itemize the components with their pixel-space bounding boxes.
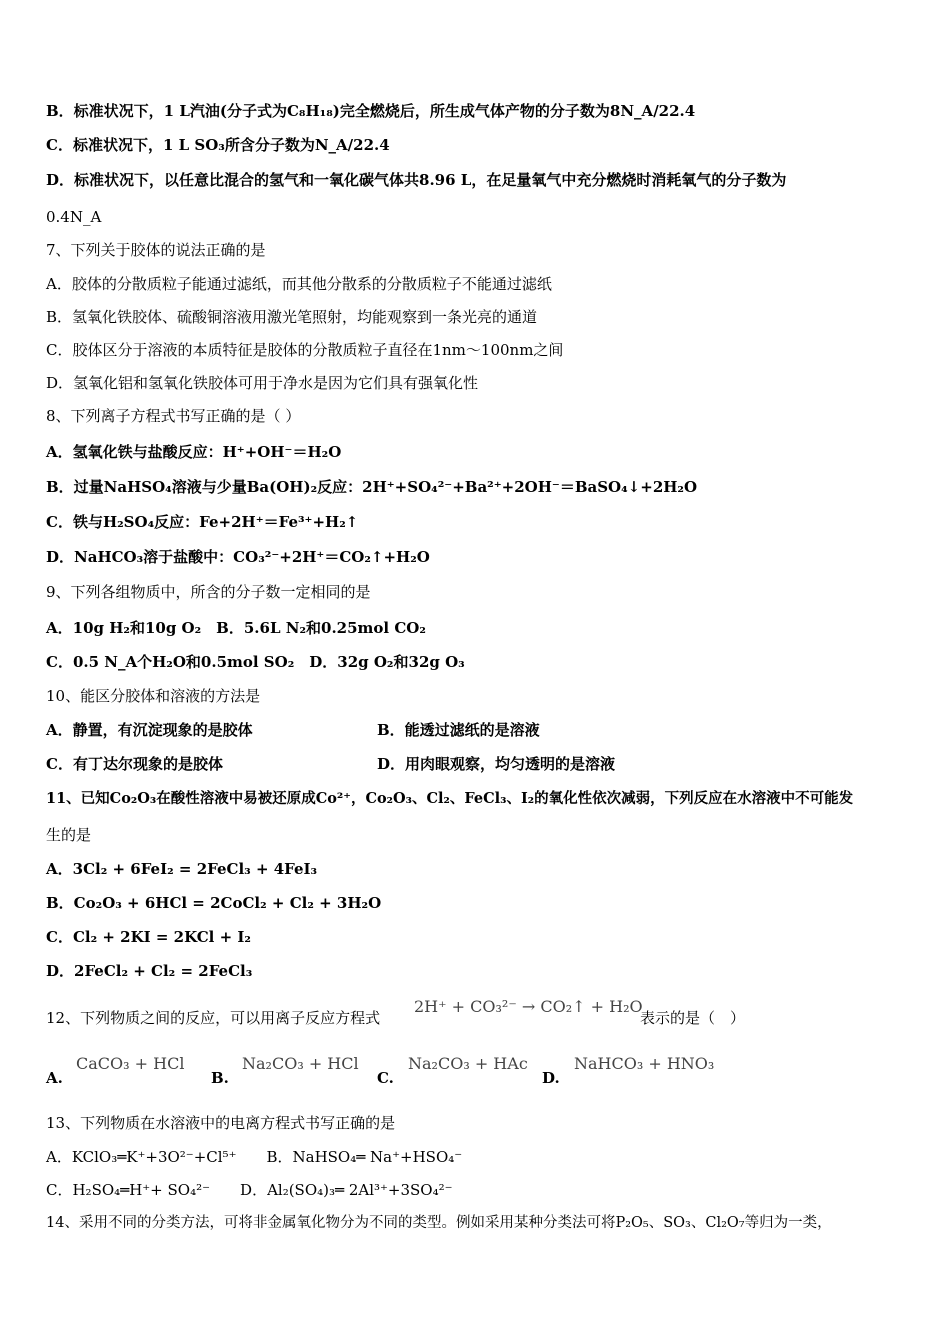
q12-stem-suffix: 表示的是（ ） [640, 1009, 746, 1027]
q8-option-b: B．过量NaHSO₄溶液与少量Ba(OH)₂反应：2H⁺+SO₄²⁻+Ba²⁺+2OH⁻＝BaSO₄↓+2H₂O [46, 478, 698, 496]
q6-option-d-line1: D．标准状况下，以任意比混合的氢气和一氧化碳气体共8.96 L，在足量氧气中充分燃烧时消耗氧气的分子数为 [46, 171, 787, 189]
q12-option-a-label: A. [46, 1069, 63, 1087]
q11-option-b: B．Co₂O₃ + 6HCl = 2CoCl₂ + Cl₂ + 3H₂O [46, 894, 382, 912]
q12-option-a: CaCO₃ + HCl [76, 1054, 185, 1073]
q7-option-d: D．氢氧化铝和氢氧化铁胶体可用于净水是因为它们具有强氧化性 [46, 374, 479, 392]
q12-ionic-equation: 2H⁺ + CO₃²⁻ → CO₂↑ + H₂O [414, 997, 643, 1016]
q11-stem-line2: 生的是 [46, 826, 92, 844]
q11-stem-line1: 11、已知Co₂O₃在酸性溶液中易被还原成Co²⁺，Co₂O₃、Cl₂、FeCl₃、I₂的氧化性依次减弱，下列反应在水溶液中不可能发 [46, 790, 854, 807]
q10-option-b: B．能透过滤纸的是溶液 [377, 721, 540, 739]
q13-options-cd: C．H₂SO₄═H⁺+ SO₄²⁻ D．Al₂(SO₄)₃═ 2Al³⁺+3SO₄²⁻ [46, 1181, 453, 1199]
q9-stem: 9、下列各组物质中，所含的分子数一定相同的是 [46, 583, 371, 601]
q6-option-b: B．标准状况下，1 L汽油(分子式为C₈H₁₈)完全燃烧后，所生成气体产物的分子数为8N_A/22.4 [46, 102, 696, 120]
q12-option-c: Na₂CO₃ + HAc [408, 1054, 528, 1073]
q12-option-b: Na₂CO₃ + HCl [242, 1054, 359, 1073]
q6-option-c: C．标准状况下，1 L SO₃所含分子数为N_A/22.4 [46, 136, 390, 154]
q9-options-cd: C．0.5 N_A个H₂O和0.5mol SO₂ D．32g O₂和32g O₃ [46, 653, 465, 671]
q12-option-b-label: B. [211, 1069, 229, 1087]
q11-option-a: A．3Cl₂ + 6FeI₂ = 2FeCl₃ + 4FeI₃ [46, 860, 318, 878]
q14-stem: 14、采用不同的分类方法，可将非金属氧化物分为不同的类型。例如采用某种分类法可将P₂O₅、SO₃、Cl₂O₇等归为一类， [46, 1215, 832, 1231]
q6-option-d-line2: 0.4N_A [46, 208, 102, 226]
q7-option-a: A．胶体的分散质粒子能通过滤纸，而其他分散系的分散质粒子不能通过滤纸 [46, 275, 552, 293]
q7-stem: 7、下列关于胶体的说法正确的是 [46, 241, 266, 259]
q8-stem: 8、下列离子方程式书写正确的是（ ） [46, 407, 301, 425]
q8-option-d: D．NaHCO₃溶于盐酸中：CO₃²⁻+2H⁺＝CO₂↑+H₂O [46, 548, 430, 566]
q12-stem-prefix: 12、下列物质之间的反应，可以用离子反应方程式 [46, 1009, 381, 1027]
q8-option-c: C．铁与H₂SO₄反应：Fe+2H⁺＝Fe³⁺+H₂↑ [46, 513, 359, 531]
q10-option-d: D．用肉眼观察，均匀透明的是溶液 [377, 755, 616, 773]
q13-stem: 13、下列物质在水溶液中的电离方程式书写正确的是 [46, 1114, 396, 1132]
q10-option-a: A．静置，有沉淀现象的是胶体 [46, 721, 253, 739]
q8-option-a: A．氢氧化铁与盐酸反应：H⁺+OH⁻＝H₂O [46, 443, 342, 461]
q10-option-c: C．有丁达尔现象的是胶体 [46, 755, 223, 773]
q7-option-c: C．胶体区分于溶液的本质特征是胶体的分散质粒子直径在1nm～100nm之间 [46, 341, 564, 359]
q12-option-d-label: D. [542, 1069, 560, 1087]
q7-option-b: B．氢氧化铁胶体、硫酸铜溶液用激光笔照射，均能观察到一条光亮的通道 [46, 308, 538, 326]
q9-options-ab: A．10g H₂和10g O₂ B．5.6L N₂和0.25mol CO₂ [46, 619, 426, 637]
q13-options-ab: A．KClO₃═K⁺+3O²⁻+Cl⁵⁺ B．NaHSO₄═ Na⁺+HSO₄⁻ [46, 1148, 463, 1166]
q11-option-d: D．2FeCl₂ + Cl₂ = 2FeCl₃ [46, 962, 253, 980]
q12-option-c-label: C. [377, 1069, 394, 1087]
q10-stem: 10、能区分胶体和溶液的方法是 [46, 687, 261, 705]
q12-option-d: NaHCO₃ + HNO₃ [574, 1054, 715, 1073]
q11-option-c: C．Cl₂ + 2KI = 2KCl + I₂ [46, 928, 251, 946]
